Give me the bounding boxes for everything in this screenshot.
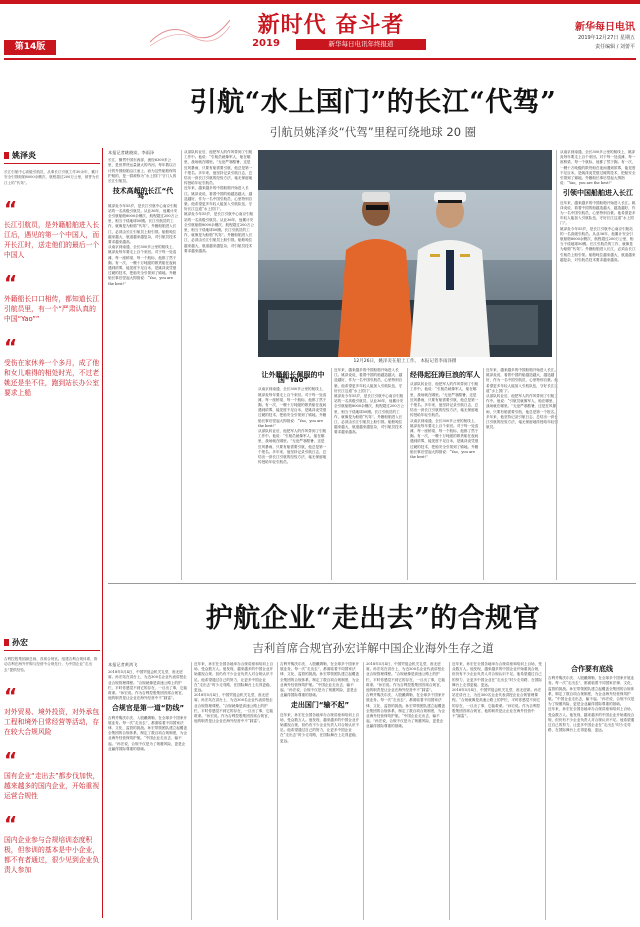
article1-lead: 长江，横贯中国东西部，流经6300多公里，是世界货运量最大的内河。每年数以万计的外国船舶沿江而上，而为这些船舶保驾护航的，是一群被称为“水上国门”守门人的长江引航员。: [108, 158, 177, 184]
newspaper-name: 新华每日电讯: [575, 22, 635, 33]
pull-quote: 国内企业参与合规培训态度积极，但参训的基本是中小企业，都不有者通过，很少见到企业负责人参加: [4, 836, 100, 875]
article2-body: 近年来，孙宏在全国各地举办合规讲座和培训上百场，受众数万人。他发现，越来越多的中国企业开始重视合规，但仍有不少企业负责人对合规认识不足。他希望通过自己的努力，让更多中国企业在“走出去”时少走弯路，在国际舞台上走得更稳、更远。: [194, 662, 274, 693]
article1-column-6: [486, 368, 558, 580]
article1-column-3: [258, 368, 328, 580]
article1-section-head: 技术高超的长江“代驾”: [112, 187, 174, 201]
column-rule: [545, 662, 546, 920]
article1-subheadline: 引航员姚泽炎“代驾”里程可绕地球 20 圈: [269, 125, 477, 139]
article1-body: 从南京到南通，全长300多公里的航线上，姚泽炎每年要走上百个来回。对于每一处浅滩、每一座桥梁、每一个航标，他都了然于胸。有一次，一艘十万吨级的散货船在夜间遇到浓雾，能见度不足百米，是姚泽炎凭借过硬的技术，把船安全引领到了锚地。外籍船长事后竖起大拇指说：“Yao，you are the best!”: [108, 245, 177, 286]
column-rule: [331, 368, 332, 580]
profile-sidebar-bottom: [4, 637, 100, 875]
masthead-decoration-icon: [150, 12, 230, 48]
article2-section-head: 走出国门“输不起”: [290, 701, 350, 710]
sidebar-author-name: 孙宏: [4, 637, 100, 651]
column-rule: [363, 662, 364, 920]
article2-body: 吉利并购沃尔沃、入股戴姆勒，在全球多个国家开展业务。每一次“走出去”，都面临着不同国家法律、文化、监管的挑战。孙宏带领团队建立起覆盖全集团的合规体系，制定了数百项合规制度，为企业海外经营保驾护航。“中国企业走出去，输不起。”孙宏说，合规不仅是为了规避风险，更是企业赢得国际尊重的基础。: [280, 662, 360, 698]
article1-body: 从部队转业后，他把军人的作风带到了引航工作中。他说：“引航员就像军人，船在哪里，战场就在哪里。”无论严寒酷暑，还是狂风暴雨，只要有船需要引航，他总是第一个报名。多年来，他坚持记录引航日志，总结出一套长江引航的经验方法，毫无保留地传授给年轻引航员。: [184, 150, 253, 186]
article1-body: 从南京到南通，全长300多公里的航线上，姚泽炎每年要走上百个来回。对于每一处浅滩、每一座桥梁、每一个航标，他都了然于胸。有一次，一艘十万吨级的散货船在夜间遇到浓雾，能见度不足百米，是姚泽炎凭借过硬的技术，把船安全引领到了锚地。外籍船长事后竖起大拇指说：“Yao，you are the best!”: [258, 387, 327, 428]
article1-body: 姚泽炎今年55岁，是长江引航中心南京引航站的一名高级引航员。从业36年，他累计安全引航船舶8000余艘次，航程超过200万公里，相当于绕地球50圈。长江引航员的工作，就像是为船舶“代驾”。外籍船舶进入长江，必须由长江引航员上船引领。船舶吨位越来越大，航道越来越复杂，对引航员技术要求越来越高。: [108, 203, 178, 245]
column-rule: [181, 150, 182, 580]
article2-headline: 护航企业“走出去”的合规官: [205, 603, 541, 634]
article1-byline: 本报记者姚晓岚、李雨泽: [108, 150, 155, 155]
column-rule: [407, 368, 408, 580]
article1-column-1: [108, 150, 178, 580]
article1-column-5: [410, 368, 480, 580]
quote-mark-icon: “: [4, 335, 18, 360]
article2-section-head: 合作要有底线: [571, 665, 613, 673]
quote-mark-icon: “: [4, 197, 18, 222]
article2-body: 近年来，孙宏在全国各地举办合规讲座和培训上百场，受众数万人。他发现，越来越多的中国企业开始重视合规，但仍有不少企业负责人对合规认识不足。他希望通过自己的努力，让更多中国企业在“走出去”时少走弯路，在国际舞台上走得更稳、更远。: [548, 707, 635, 733]
article2-byline: 本报记者黄鸿飞: [108, 662, 138, 667]
profile-sidebar-top: [4, 150, 100, 398]
article2-body: 2018年5月4日，中国贸促会机关礼堂，座无虚席。孙宏站在讲台上，为近300名企业代表讲授企业合规管理课程。“合规就像是高速公路上的护栏，平时你感觉不到它的存在，一旦出了事，它能救命。”孙宏说。作为吉利控股集团首席合规官，他的职责是让企业在海外经营中不“踩雷”。: [452, 688, 542, 719]
column-year: 2019: [252, 38, 280, 49]
article2-body: 吉利并购沃尔沃、入股戴姆勒，在全球多个国家开展业务。每一次“走出去”，都面临着不同国家法律、文化、监管的挑战。孙宏带领团队建立起覆盖全集团的合规体系，制定了数百项合规制度，为企业海外经营保驾护航。“中国企业走出去，输不起。”孙宏说，合规不仅是为了规避风险，更是企业赢得国际尊重的基础。: [108, 715, 188, 751]
column-rule: [483, 368, 484, 580]
article2-body: 吉利并购沃尔沃、入股戴姆勒，在全球多个国家开展业务。每一次“走出去”，都面临着不同国家法律、文化、监管的挑战。孙宏带领团队建立起覆盖全集团的合规体系，制定了数百项合规制度，为企业海外经营保驾护航。“中国企业走出去，输不起。”孙宏说，合规不仅是为了规避风险，更是企业赢得国际尊重的基础。: [366, 693, 446, 729]
article2-column-1: [108, 662, 188, 920]
article1-photo: [258, 150, 552, 357]
column-rule: [449, 662, 450, 920]
article2-body: 2018年5月4日，中国贸促会机关礼堂，座无虚席。孙宏站在讲台上，为近300名企业代表讲授企业合规管理课程。“合规就像是高速公路上的护栏，平时你感觉不到它的存在，一旦出了事，它能救命。”孙宏说。作为吉利控股集团首席合规官，他的职责是让企业在海外经营中不“踩雷”。: [366, 662, 446, 693]
article2-body: 近年来，孙宏在全国各地举办合规讲座和培训上百场，受众数万人。他发现，越来越多的中国企业开始重视合规，但仍有不少企业负责人对合规认识不足。他希望通过自己的努力，让更多中国企业在“走出去”时少走弯路，在国际舞台上走得更稳、更远。: [452, 662, 542, 687]
sidebar-divider: [102, 148, 103, 918]
article1-headline: 引航“水上国门”的长江“代驾”: [189, 87, 557, 118]
quote-mark-icon: “: [4, 271, 18, 296]
article1-body: 姚泽炎今年55岁，是长江引航中心南京引航站的一名高级引航员。从业36年，他累计安全引航船舶8000余艘次，航程超过200万公里，相当于绕地球50圈。长江引航员的工作，就像是为船舶“代驾”。外籍船舶进入长江，必须由长江引航员上船引领。船舶吨位越来越大，航道越来越复杂，对引航员技术要求越来越高。: [184, 212, 254, 253]
article2-column-3: [280, 662, 360, 920]
article1-section-head: 引领中国船舶进入长江: [563, 189, 633, 198]
article2-body: 2018年5月4日，中国贸促会机关礼堂，座无虚席。孙宏站在讲台上，为近300名企业代表讲授企业合规管理课程。“合规就像是高速公路上的护栏，平时你感觉不到它的存在，一旦出了事，它能救命。”孙宏说。作为吉利控股集团首席合规官，他的职责是让企业在海外经营中不“踩雷”。: [194, 693, 274, 724]
quote-mark-icon: “: [4, 812, 18, 837]
article2-body: 2018年5月4日，中国贸促会机关礼堂，座无虚席。孙宏站在讲台上，为近300名企业代表讲授企业合规管理课程。“合规就像是高速公路上的护栏，平时你感觉不到它的存在，一旦出了事，它能救命。”孙宏说。作为吉利控股集团首席合规官，他的职责是让企业在海外经营中不“踩雷”。: [108, 670, 188, 701]
article1-column-4: [334, 368, 404, 580]
article1-section-head: 经得起狂涛巨浪的军人: [410, 371, 480, 379]
article2-column-5: [452, 662, 542, 920]
pull-quote: 受伤在家休养一个多月，成了他和女儿难得的相处时光，不过老姚还是坐不住，跑到站长办公室要求上船: [4, 359, 100, 398]
article1-body: 近年来，越来越多的中国船舶开始进入长江。姚泽炎说，看着中国的船越造越大、越造越好，作为一名中国引航员，心里特别自豪。他希望更多年轻人能加入引航队伍，守好长江这道“水上国门”。: [334, 368, 403, 393]
sidebar-bio: 长江引航中心高级引航员，从事长江引航工作30余年，累计安全引领船舶8000余艘次，航程超过200万公里，被誉为长江上的“代驾”。: [4, 170, 100, 185]
quote-mark-icon: “: [4, 748, 18, 773]
pull-quote: 外籍船长口口相传，都知道长江引航员里，有一个“严肃认真的中国“Yao””: [4, 295, 100, 324]
article1-column-2: [184, 150, 254, 580]
column-rule: [277, 662, 278, 920]
article1-column-7: [560, 150, 636, 580]
column-rule: [191, 662, 192, 920]
article1-body: 近年来，越来越多的中国船舶开始进入长江。姚泽炎说，看着中国的船越造越大、越造越好，作为一名中国引航员，心里特别自豪。他希望更多年轻人能加入引航队伍，守好长江这道“水上国门”。: [560, 200, 636, 226]
article2-section-head: 合规官是第一道“防线”: [111, 704, 185, 713]
article1-body: 从部队转业后，他把军人的作风带到了引航工作中。他说：“引航员就像军人，船在哪里，战场就在哪里。”无论严寒酷暑，还是狂风暴雨，只要有船需要引航，他总是第一个报名。多年来，他坚持记录引航日志，总结出一套长江引航的经验方法，毫无保留地传授给年轻引航员。: [410, 382, 479, 418]
article1-body: 从部队转业后，他把军人的作风带到了引航工作中。他说：“引航员就像军人，船在哪里，战场就在哪里。”无论严寒酷暑，还是狂风暴雨，只要有船需要引航，他总是第一个报名。多年来，他坚持记录引航日志，总结出一套长江引航的经验方法，毫无保留地传授给年轻引航员。: [486, 394, 558, 430]
pull-quote: 对外贸易、境外投资，对外承包工程和境外日常经营等活动，存在较大合规风险: [4, 708, 100, 737]
article2-column-6: [548, 662, 636, 920]
article2-column-2: [194, 662, 274, 920]
article1-body: 近年来，越来越多的中国船舶开始进入长江。姚泽炎说，看着中国的船越造越大、越造越好，作为一名中国引航员，心里特别自豪。他希望更多年轻人能加入引航队伍，守好长江这道“水上国门”。: [486, 368, 558, 393]
responsible-editor: 责任编辑 / 刘蕾平: [595, 44, 635, 50]
article2-column-4: [366, 662, 446, 920]
sidebar-author-name: 姚泽炎: [4, 150, 100, 164]
article1-body: 近年来，越来越多的中国船舶开始进入长江。姚泽炎说，看着中国的船越造越大、越造越好，作为一名中国引航员，心里特别自豪。他希望更多年轻人能加入引航队伍，守好长江这道“水上国门”。: [184, 186, 253, 212]
issue-date: 2019年12月27日 星期五: [577, 35, 635, 41]
article1-body: 从部队转业后，他把军人的作风带到了引航工作中。他说：“引航员就像军人，船在哪里，战场就在哪里。”无论严寒酷暑，还是狂风暴雨，只要有船需要引航，他总是第一个报名。多年来，他坚持记录引航日志，总结出一套长江引航的经验方法，毫无保留地传授给年轻引航员。: [258, 429, 327, 465]
article1-body: 姚泽炎今年55岁，是长江引航中心南京引航站的一名高级引航员。从业36年，他累计安全引航船舶8000余艘次，航程超过200万公里，相当于绕地球50圈。长江引航员的工作，就像是为船舶“代驾”。外籍船舶进入长江，必须由长江引航员上船引领。船舶吨位越来越大，航道越来越复杂，对引航员技术要求越来越高。: [560, 226, 636, 262]
article1-body: 姚泽炎今年55岁，是长江引航中心南京引航站的一名高级引航员。从业36年，他累计安全引航船舶8000余艘次，航程超过200万公里，相当于绕地球50圈。长江引航员的工作，就像是为船舶“代驾”。外籍船舶进入长江，必须由长江引航员上船引领。船舶吨位越来越大，航道越来越复杂，对引航员技术要求越来越高。: [334, 394, 404, 435]
page-number-tab: 第14版: [4, 40, 56, 55]
article2-body: 近年来，孙宏在全国各地举办合规讲座和培训上百场，受众数万人。他发现，越来越多的中国企业开始重视合规，但仍有不少企业负责人对合规认识不足。他希望通过自己的努力，让更多中国企业在“走出去”时少走弯路，在国际舞台上走得更稳、更远。: [280, 712, 360, 743]
column-title: 新时代 奋斗者: [257, 13, 405, 38]
pull-quote: 长江引航员，是外籍船舶进入长江后，遇见的第一个中国人，而开长江时，送走他们的最后一个中国人: [4, 221, 100, 260]
column-subtitle-banner: 新华每日电讯年终报道: [296, 39, 426, 50]
photo-caption: 12月26日，姚泽炎在船上工作。 本报记者李雨泽摄: [353, 359, 457, 364]
article1-body: 从南京到南通，全长300多公里的航线上，姚泽炎每年要走上百个来回。对于每一处浅滩、每一座桥梁、每一个航标，他都了然于胸。有一次，一艘十万吨级的散货船在夜间遇到浓雾，能见度不足百米，是姚泽炎凭借过硬的技术，把船安全引领到了锚地。外籍船长事后竖起大拇指说：“Yao，you are the best!”: [410, 418, 479, 460]
article2-subheadline: 吉利首席合规官孙宏详解中国企业海外生存之道: [252, 641, 494, 655]
column-rule: [556, 150, 557, 580]
article2-body: 吉利并购沃尔沃、入股戴姆勒，在全球多个国家开展业务。每一次“走出去”，都面临着不同国家法律、文化、监管的挑战。孙宏带领团队建立起覆盖全集团的合规体系，制定了数百项合规制度，为企业海外经营保驾护航。“中国企业走出去，输不起。”孙宏说，合规不仅是为了规避风险，更是企业赢得国际尊重的基础。: [548, 676, 635, 707]
article1-section-head: 让外籍船长佩服的中国“Yao”: [261, 371, 325, 385]
top-red-rule: [0, 0, 640, 4]
quote-mark-icon: “: [4, 684, 18, 709]
sidebar-bio: 吉利控股集团副总裁、首席合规官。组建吉利合规体系，推动吉利在海外并购与经营中合规先行，为中国企业“走出去”提供经验。: [4, 657, 98, 672]
pull-quote: 国有企业“走出去”都步伐加快，越来越多的国内企业，开始重视运营合规性: [4, 772, 100, 801]
masthead-rule: [4, 58, 636, 60]
article1-body: 从南京到南通，全长300多公里的航线上，姚泽炎每年要走上百个来回。对于每一处浅滩、每一座桥梁、每一个航标，他都了然于胸。有一次，一艘十万吨级的散货船在夜间遇到浓雾，能见度不足百米，是姚泽炎凭借过硬的技术，把船安全引领到了锚地。外籍船长事后竖起大拇指说：“Yao，you are the best!”: [560, 150, 636, 186]
article-divider: [108, 583, 636, 584]
